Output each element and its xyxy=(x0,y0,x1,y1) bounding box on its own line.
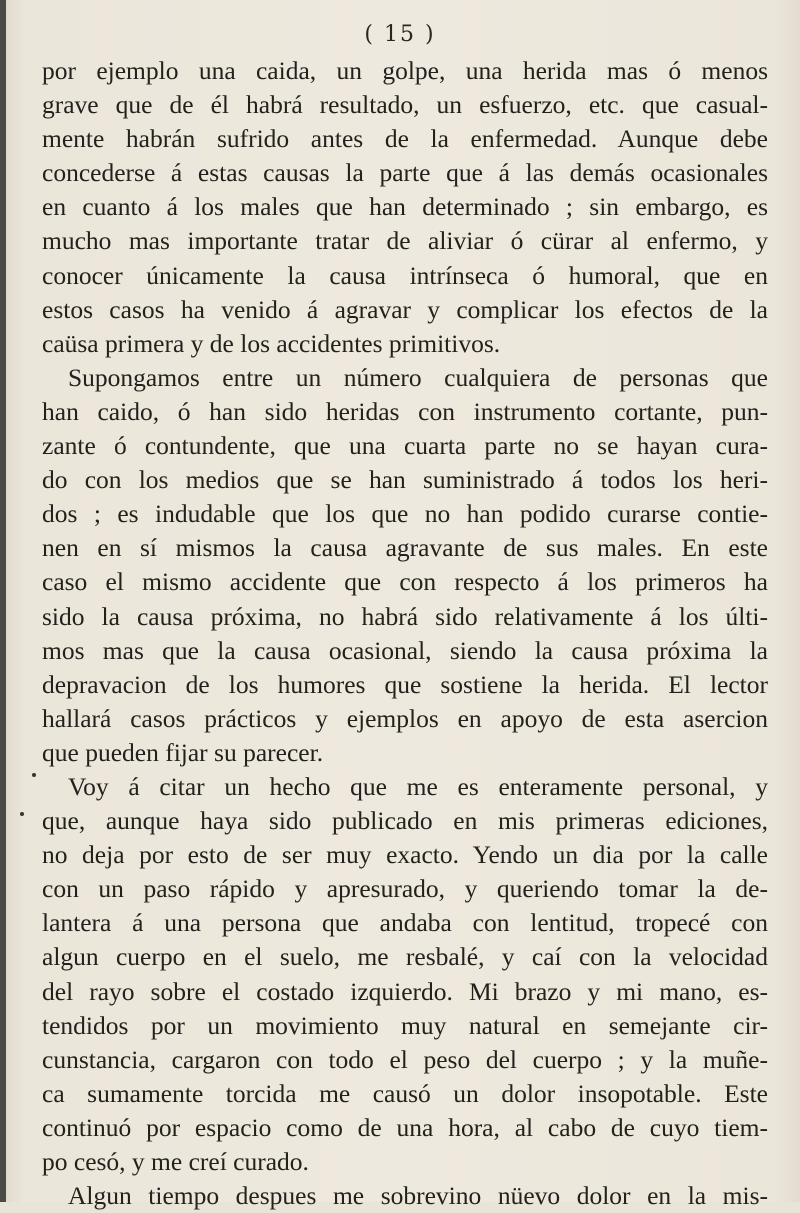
text-line: mos mas que la causa ocasional, siendo la causa próxima la xyxy=(42,635,768,665)
text-line: caüsa primera y de los accidentes primitivos. xyxy=(42,328,501,358)
text-line: continuó por espacio como de una hora, al cabo de cuyo tiem- xyxy=(42,1112,768,1142)
text-line: han caido, ó han sido heridas con instrumento cortante, pun- xyxy=(42,396,768,426)
text-line: mente habrán sufrido antes de la enfermedad. Aunque debe xyxy=(42,124,768,154)
text-line: Supongamos entre un número cualquiera de personas que xyxy=(68,362,768,392)
text-line: do con los medios que se han suministrado á todos los heri- xyxy=(42,465,768,495)
text-line: concederse á estas causas la parte que á las demás ocasionales xyxy=(42,158,768,188)
text-line: que, aunque haya sido publicado en mis primeras ediciones, xyxy=(42,806,768,836)
text-line: tendidos por un movimiento muy natural en semejante cir- xyxy=(42,1010,768,1040)
text-line: nen en sí mismos la causa agravante de sus males. En este xyxy=(42,533,768,563)
text-line: sido la causa próxima, no habrá sido relativamente á los últi- xyxy=(42,601,768,631)
margin-speck xyxy=(20,812,24,816)
text-line: no deja por esto de ser muy exacto. Yendo un dia por la calle xyxy=(42,840,768,870)
text-line: depravacion de los humores que sostiene la herida. El lector xyxy=(42,669,768,699)
body-text xyxy=(42,54,768,1213)
text-line: grave que de él habrá resultado, un esfuerzo, etc. que casual- xyxy=(42,90,768,120)
text-line: con un paso rápido y apresurado, y queriendo tomar la de- xyxy=(42,874,768,904)
page-binding-edge xyxy=(0,0,6,1202)
text-line: lantera á una persona que andaba con lentitud, tropecé con xyxy=(42,908,768,938)
text-line: caso el mismo accidente que con respecto á los primeros ha xyxy=(42,567,768,597)
text-line: cunstancia, cargaron con todo el peso del cuerpo ; y la muñe- xyxy=(42,1044,768,1074)
text-line: dos ; es indudable que los que no han podido curarse contie- xyxy=(42,499,768,529)
text-line: estos casos ha venido á agravar y complicar los efectos de la xyxy=(42,294,768,324)
text-line: zante ó contundente, que una cuarta parte no se hayan cura- xyxy=(42,431,768,461)
page-number: ( 15 ) xyxy=(364,22,436,47)
text-line: algun cuerpo en el suelo, me resbalé, y caí con la velocidad xyxy=(42,942,768,972)
text-line: por ejemplo una caida, un golpe, una herida mas ó menos xyxy=(42,56,768,85)
text-line: que pueden fijar su parecer. xyxy=(42,737,324,767)
text-line: en cuanto á los males que han determinado ; sin embargo, es xyxy=(42,192,768,222)
text-line: Voy á citar un hecho que me es enteramente personal, y xyxy=(68,771,768,801)
text-line: po cesó, y me creí curado. xyxy=(42,1147,309,1176)
text-line: mucho mas importante tratar de aliviar ó cürar al enfermo, y xyxy=(42,226,768,256)
text-line: Algun tiempo despues me sobrevino nüevo dolor en la mis- xyxy=(68,1181,768,1211)
text-line: del rayo sobre el costado izquierdo. Mi brazo y mi mano, es- xyxy=(42,976,768,1006)
text-line: ca sumamente torcida me causó un dolor insopotable. Este xyxy=(42,1078,768,1108)
margin-speck xyxy=(32,773,36,777)
text-line: hallará casos prácticos y ejemplos en apoyo de esta asercion xyxy=(42,703,768,733)
text-line: conocer únicamente la causa intrínseca ó humoral, que en xyxy=(42,260,768,290)
